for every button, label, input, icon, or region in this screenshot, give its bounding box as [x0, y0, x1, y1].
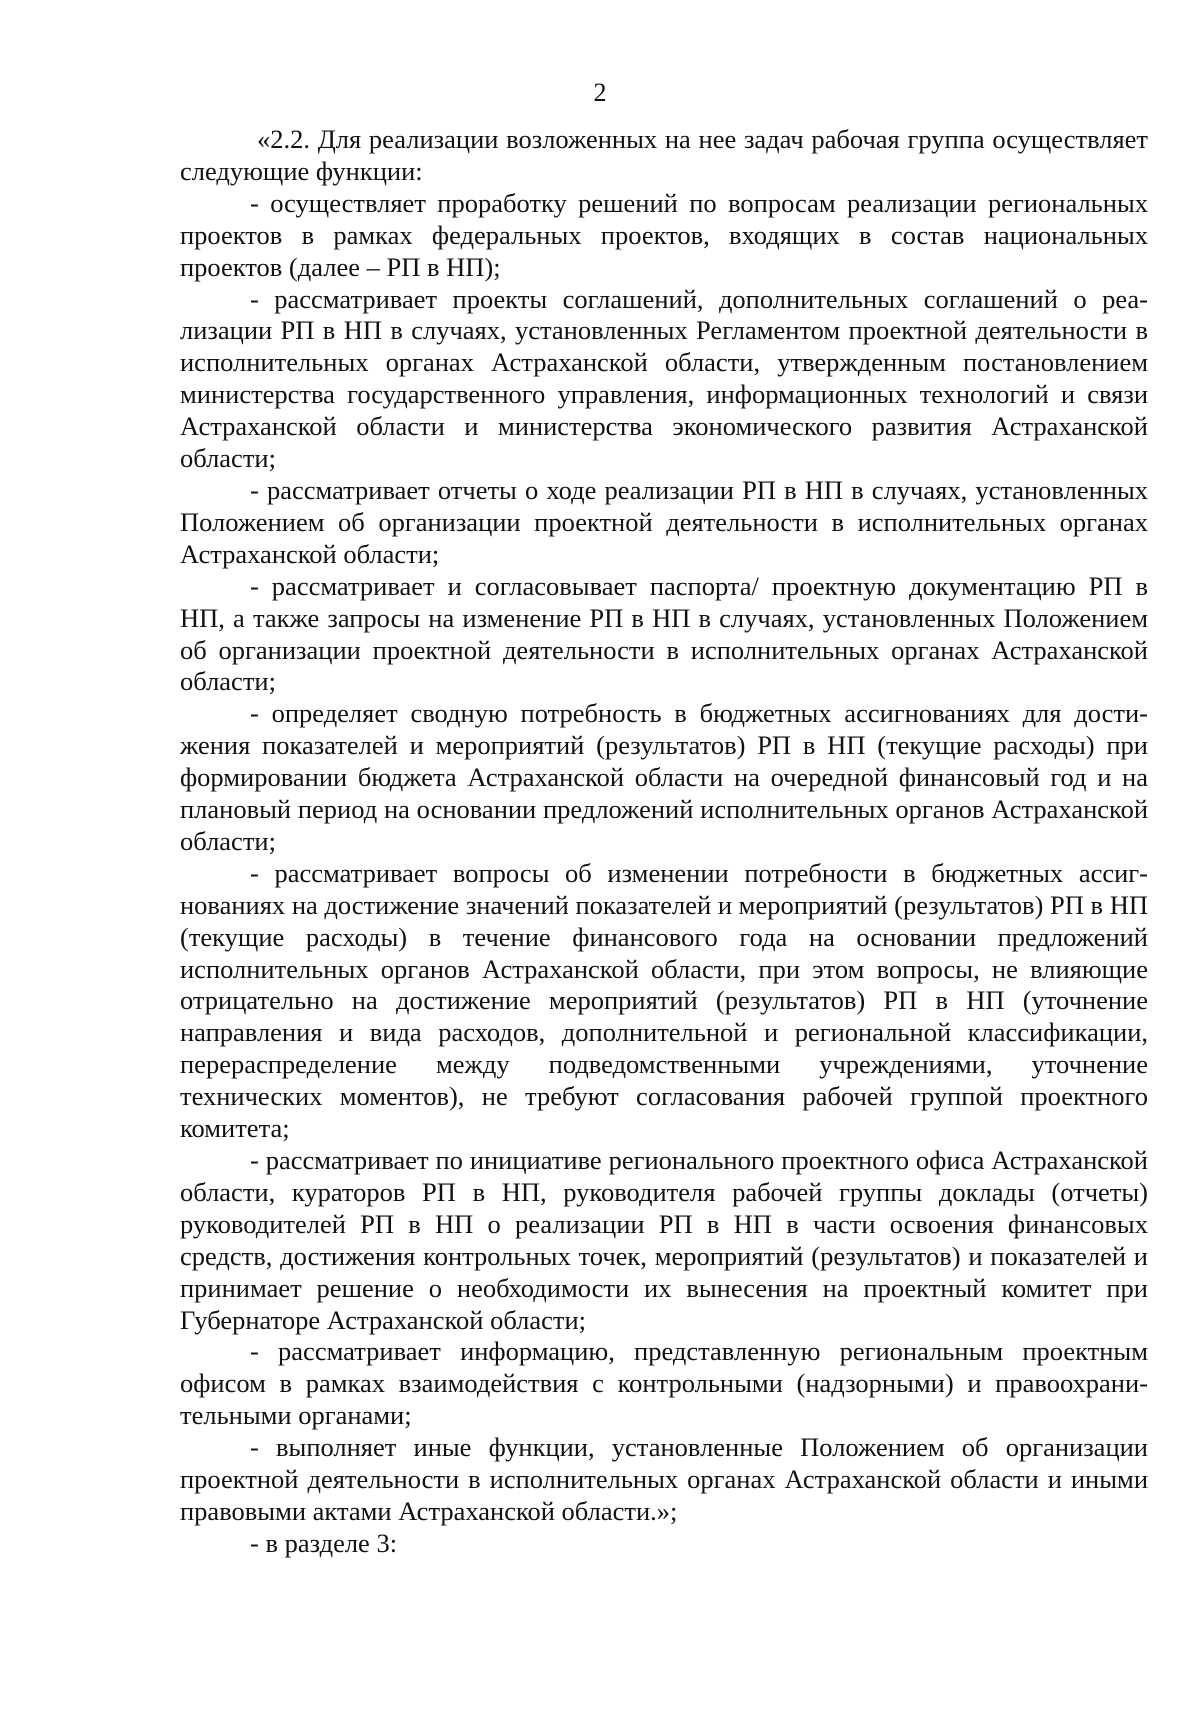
paragraph-section-3: - в разделе 3: [250, 1527, 398, 1558]
document-body [180, 124, 1148, 1560]
paragraph-function-9: - выполняет иные функции, установленные Положением об организации проектной деятельности в исполнительных органах Астраханской области и иными правовыми актами Астраханской области.»; [180, 1432, 1148, 1526]
paragraph-function-7: - рассматривает по инициативе регионального проектного офиса Астраханской области, кураторов РП в НП, руководителя рабочей группы доклады (отчеты) руководителей РП в НП о реализации РП в НП в части освоения финансовых средств, достижения контрольных точек, мероприятий (результатов) и показателей и принимает решение о необходимости их вынесения на проектный комитет при Губернаторе Астраханской области; [180, 1145, 1148, 1335]
paragraph-intro: «2.2. Для реализации возложенных на нее задач рабочая группа осуществляет следующие функции: [180, 124, 1148, 186]
paragraph-function-5: - определяет сводную потребность в бюджетных ассигнованиях для достижения показателей и мероприятий (результатов) РП в НП (текущие расходы) при формировании бюджета Астраханской области на очередной финансовый год и на плановый период на основании предложений исполнительных органов Астраханской области; [180, 698, 1148, 856]
paragraph-function-2: - рассматривает проекты соглашений, дополнительных соглашений о реализации РП в НП в случаях, установленных Регламентом проектной деятельности в исполнительных органах Астраханской области, утвержденным постановлением министерства государственного управления, информационных технологий и связи Астраханской области и министерства экономического развития Астраханской области; [180, 283, 1148, 474]
paragraph-function-3: - рассматривает отчеты о ходе реализации РП в НП в случаях, установленных Положением об организации проектной деятельности в исполнительных органах Астраханской области; [180, 474, 1148, 569]
paragraph-function-4: - рассматривает и согласовывает паспорта/ проектную документацию РП в НП, а также запросы на изменение РП в НП в случаях, установленных Положением об организации проектной деятельности в исполнительных органах Астраханской области; [180, 570, 1148, 697]
paragraph-function-6: - рассматривает вопросы об изменении потребности в бюджетных ассигнованиях на достижение значений показателей и мероприятий (результатов) РП в НП (текущие расходы) в течение финансового года на основании предложений исполнительных органов Астраханской области, при этом вопросы, не влияющие отрицательно на достижение мероприятий (результатов) РП в НП (уточнение направления и вида расходов, дополнительной и региональной классификации, перераспределение между подведомственными учреждениями, уточнение технических моментов), не требуют согласования рабочей группой проектного комитета; [180, 857, 1148, 1144]
paragraph-function-8: - рассматривает информацию, представленную региональным проектным офисом в рамках взаимодействия с контрольными (надзорными) и правоохранительными органами; [180, 1336, 1148, 1431]
page-number: 2 [593, 78, 607, 107]
paragraph-function-1: - осуществляет проработку решений по вопросам реализации региональных проектов в рамках федеральных проектов, входящих в состав национальных проектов (далее – РП в НП); [180, 187, 1148, 282]
